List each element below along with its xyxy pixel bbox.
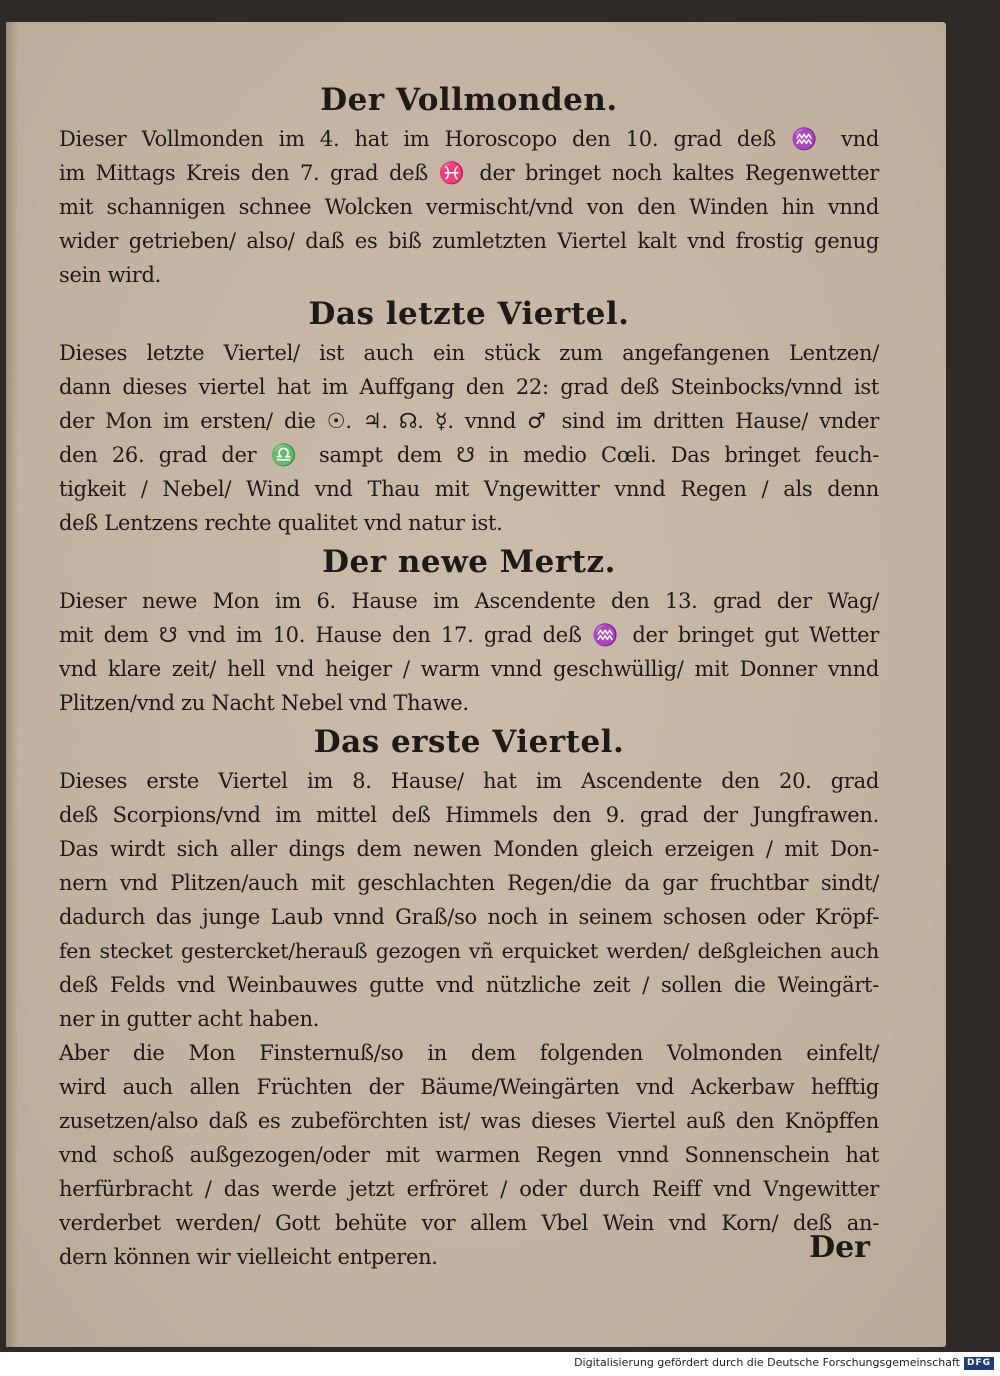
text-line: Das wirdt sich aller dings dem newen Monden gleich erzeigen / mit Don- — [59, 837, 879, 861]
text-line: mit dem ☋ vnd im 10. Hause den 17. grad deß ♒ der bringet gut Wetter — [59, 623, 879, 647]
page-text — [59, 78, 879, 1274]
text-line: Dieses letzte Viertel/ ist auch ein stück zum angefangenen Lentzen/ — [59, 341, 879, 365]
text-line: Dieser newe Mon im 6. Hause im Ascendente den 13. grad der Wag/ — [59, 589, 879, 613]
text-line: sein wird. — [59, 263, 161, 287]
text-line: deß Felds vnd Weinbauwes gutte vnd nützliche zeit / sollen die Weingärt- — [59, 973, 879, 997]
text-line: deß Scorpions/vnd im mittel deß Himmels den 9. grad der Jungfrawen. — [59, 803, 879, 827]
text-line: dern können wir vielleicht entperen. — [59, 1245, 438, 1269]
text-line: Dieser Vollmonden im 4. hat im Horoscopo den 10. grad deß ♒ vnd — [59, 127, 879, 151]
text-line: wider getrieben/ also/ daß es biß zumletzten Viertel kalt vnd frostig genug — [59, 229, 879, 253]
text-line: nern vnd Plitzen/auch mit geschlachten Regen/die da gar fruchtbar sindt/ — [59, 871, 879, 895]
digitization-footer — [0, 1352, 1000, 1376]
dfg-logo: DFG — [964, 1357, 994, 1370]
text-line: der Mon im ersten/ die ☉. ♃. ☊. ☿. vnnd ♂ sind im dritten Hause/ vnder — [59, 409, 879, 433]
text-line: im Mittags Kreis den 7. grad deß ♓ der bringet noch kaltes Regenwetter — [59, 161, 879, 185]
text-line: Aber die Mon Finsternuß/so in dem folgenden Volmonden einfelt/ — [59, 1041, 879, 1065]
text-line: dadurch das junge Laub vnnd Graß/so noch in seinem schosen oder Kröpf- — [59, 905, 879, 929]
section-heading: Der newe Mertz. — [322, 544, 616, 580]
text-line: verderbet werden/ Gott behüte vor allem Vbel Wein vnd Korn/ deß an- — [59, 1211, 879, 1235]
paragraph — [59, 1036, 879, 1274]
book-page — [6, 22, 946, 1347]
text-line: den 26. grad der ♎ sampt dem ☋ in medio Cœli. Das bringet feuch- — [59, 443, 879, 467]
section-heading: Das letzte Viertel. — [308, 296, 630, 332]
funding-credit: Digitalisierung gefördert durch die Deutsche Forschungsgemeinschaft — [574, 1356, 960, 1369]
text-line: herfürbracht / das werde jetzt erfröret / oder durch Reiff vnd Vngewitter — [59, 1177, 879, 1201]
text-line: ner in gutter acht haben. — [59, 1007, 320, 1031]
text-line: mit schannigen schnee Wolcken vermischt/vnd von den Winden hin vnnd — [59, 195, 879, 219]
text-line: dann dieses viertel hat im Auffgang den 22: grad deß Steinbocks/vnnd ist — [59, 375, 879, 399]
paragraph — [59, 764, 879, 1036]
paragraph — [59, 336, 879, 540]
text-line: fen stecket gestercket/herauß gezogen vñ erquicket werden/ deßgleichen auch — [59, 939, 879, 963]
text-line: Plitzen/vnd zu Nacht Nebel vnd Thawe. — [59, 691, 469, 715]
text-line: tigkeit / Nebel/ Wind vnd Thau mit Vngewitter vnnd Regen / als denn — [59, 477, 879, 501]
text-line: vnd klare zeit/ hell vnd heiger / warm vnnd geschwüllig/ mit Donner vnnd — [59, 657, 879, 681]
text-line: wird auch allen Früchten der Bäume/Weingärten vnd Ackerbaw hefftig — [59, 1075, 879, 1099]
paragraph — [59, 122, 879, 292]
paragraph — [59, 584, 879, 720]
page-spine-shadow — [6, 22, 18, 1347]
section-heading: Das erste Viertel. — [313, 724, 625, 760]
text-line: vnd schoß außgezogen/oder mit warmen Regen vnnd Sonnenschein hat — [59, 1143, 879, 1167]
text-line: deß Lentzens rechte qualitet vnd natur ist. — [59, 511, 503, 535]
section-heading: Der Vollmonden. — [320, 82, 618, 118]
text-line: Dieses erste Viertel im 8. Hause/ hat im Ascendente den 20. grad — [59, 769, 879, 793]
text-line: zusetzen/also daß es zubeförchten ist/ was dieses Viertel auß den Knöpffen — [59, 1109, 879, 1133]
catchword: Der — [809, 1230, 870, 1265]
